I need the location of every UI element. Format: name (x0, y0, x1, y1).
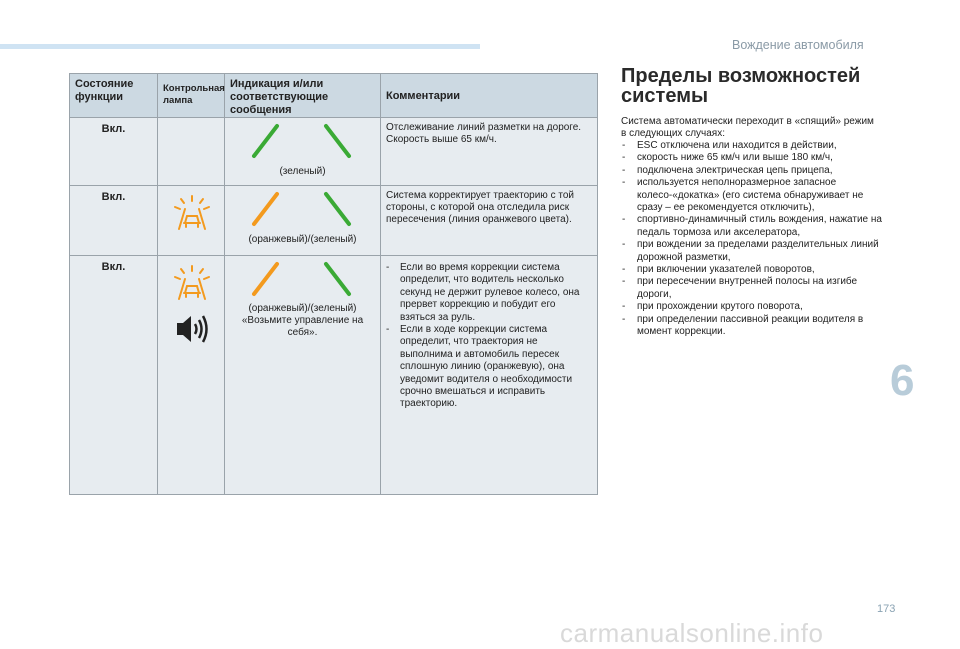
list-item: - используется неполноразмерное запасное колесо-«докатка» (его система обнаруживает не сразу – ее рекомендуется отключить), (621, 177, 883, 214)
indication-caption: (зеленый) (279, 166, 326, 177)
watermark: carmanualsonline.info (560, 618, 824, 648)
lane-assist-icon (171, 263, 213, 305)
list-item: - при пересечении внутренней полосы на изгибе дороги, (621, 276, 883, 301)
comment-text: Система корректирует траекторию с той стороны, с которой она отследила риск пересечения (линия оранжевого цвета). (386, 190, 574, 226)
table-row (70, 118, 597, 186)
limitations-list (621, 140, 883, 339)
page-number: 173 (877, 603, 896, 615)
state-value: Вкл. (101, 191, 126, 203)
section-intro: Система автоматически переходит в «спящий» режим в следующих случаях: (621, 116, 874, 140)
comment-list (381, 256, 597, 411)
comment-text: Отслеживание линий разметки на дороге. Скорость выше 65 км/ч. (386, 122, 582, 146)
list-item: - спортивно-динамичный стиль вождения, нажатие на педаль тормоза или акселератора, (621, 214, 883, 239)
header-comments: Комментарии (386, 90, 461, 102)
indication-table (69, 73, 598, 495)
list-item: - подключена электрическая цепь прицепа, (621, 165, 883, 177)
list-item: - при вождении за пределами разделительных линий дорожной разметки, (621, 239, 883, 264)
header-lamp: Контрольная лампа (163, 83, 225, 106)
state-value: Вкл. (101, 123, 126, 135)
indication-caption: (оранжевый)/(зеленый) (248, 234, 357, 245)
header-state: Состояние функции (75, 78, 134, 103)
indication-message: «Возьмите управление на себя». (241, 315, 364, 338)
section-title: Вождение автомобиля (732, 38, 864, 52)
list-item: - при включении указателей поворотов, (621, 264, 883, 276)
section-heading: Пределы возможностей системы (621, 65, 861, 107)
table-row (70, 256, 597, 494)
table-header-row (70, 74, 597, 118)
list-item: - при прохождении крутого поворота, (621, 301, 883, 313)
list-item: - Если во время коррекции система определит, что водитель несколько секунд не держит рулевое колесо, она прервет коррекцию и побудит его взяться за руль. (386, 262, 593, 324)
list-item: - Если в ходе коррекции система определит, что траектория не выполнима и автомобиль пересек сплошную линию (оранжевую), она уведомит водителя о необходимости срочно вмешаться и исправить траекторию. (386, 324, 593, 411)
lane-assist-icon (171, 193, 213, 235)
speaker-icon (174, 312, 212, 346)
list-item: - скорость ниже 65 км/ч или выше 180 км/ч, (621, 152, 883, 164)
indication-caption: (оранжевый)/(зеленый) (248, 303, 357, 314)
list-item: - при определении пассивной реакции водителя в момент коррекции. (621, 314, 883, 339)
header-indication: Индикация и/или соответствующие сообщения (230, 78, 329, 116)
list-item: - ESC отключена или находится в действии, (621, 140, 883, 152)
state-value: Вкл. (101, 261, 126, 273)
table-row (70, 186, 597, 256)
chapter-tab-number: 6 (890, 356, 915, 405)
top-accent-bar (0, 44, 480, 49)
